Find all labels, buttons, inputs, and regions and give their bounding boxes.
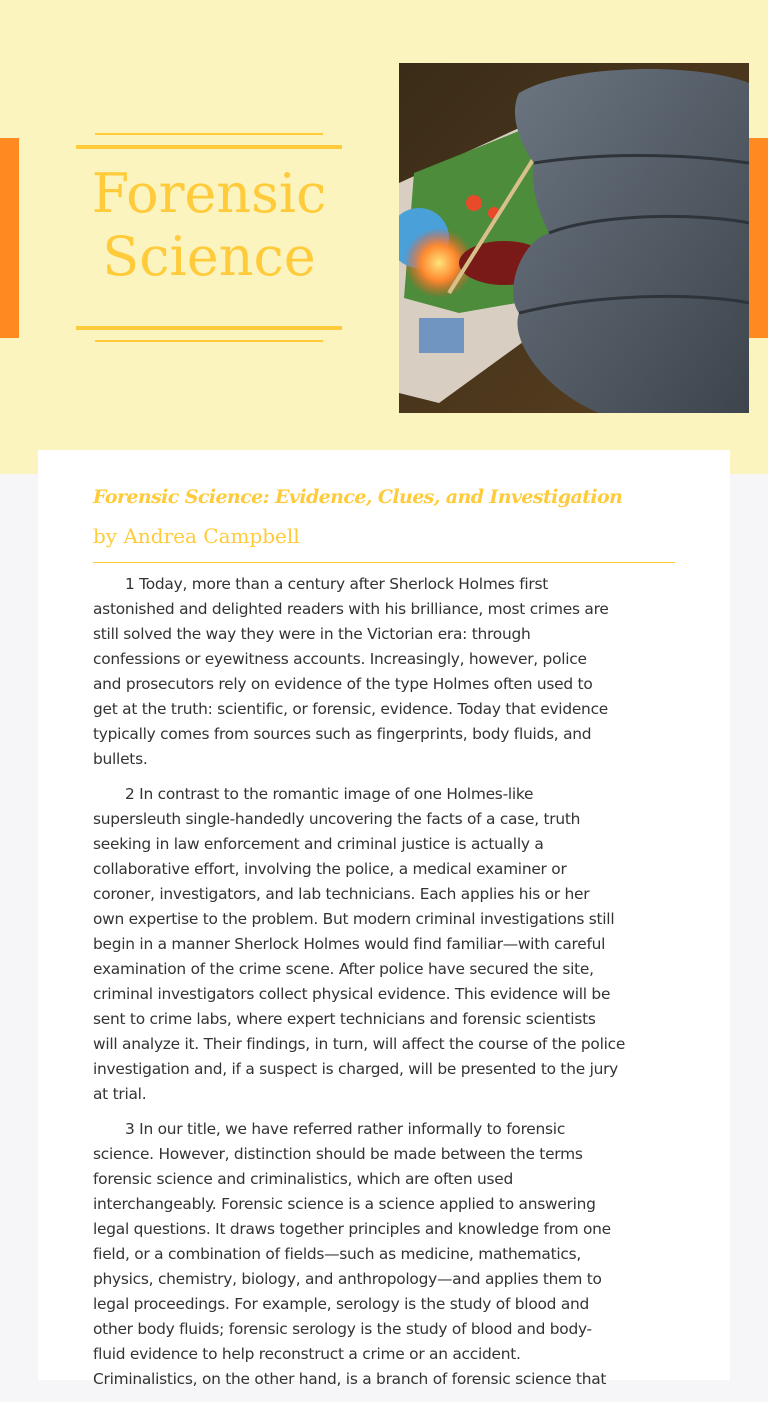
hero-banner <box>0 0 768 474</box>
article-paragraph <box>93 1117 683 1392</box>
paragraph-line: coroner, investigators, and lab technicians. Each applies his or her <box>93 885 590 903</box>
article-byline: by Andrea Campbell <box>93 524 300 548</box>
paragraph-line: legal proceedings. For example, serology is the study of blood and <box>93 1295 590 1313</box>
paragraph-line: 2 In contrast to the romantic image of one Holmes-like <box>125 785 534 803</box>
paragraph-line: legal questions. It draws together principles and knowledge from one <box>93 1220 611 1238</box>
hero-title-line-2: Science <box>102 225 316 289</box>
paragraph-line: criminal investigators collect physical evidence. This evidence will be <box>93 985 611 1003</box>
paragraph-line: astonished and delighted readers with his brilliance, most crimes are <box>93 600 609 618</box>
article-body <box>93 572 683 1402</box>
paragraph-line: forensic science and criminalistics, which are often used <box>93 1170 513 1188</box>
paragraph-line: 3 In our title, we have referred rather informally to forensic <box>125 1120 566 1138</box>
hero-photo <box>399 63 749 413</box>
title-divider <box>93 562 675 563</box>
left-accent-bar <box>0 138 19 338</box>
paragraph-line: 1 Today, more than a century after Sherlock Holmes first <box>125 575 549 593</box>
paragraph-line: still solved the way they were in the Victorian era: through <box>93 625 531 643</box>
paragraph-line: begin in a manner Sherlock Holmes would find familiar—with careful <box>93 935 606 953</box>
paragraph-line: other body fluids; forensic serology is the study of blood and body- <box>93 1320 592 1338</box>
photo-gloved-hand-swab-icon <box>399 63 749 413</box>
paragraph-line: investigation and, if a suspect is charged, will be presented to the jury <box>93 1060 619 1078</box>
paragraph-line: Criminalistics, on the other hand, is a branch of forensic science that <box>93 1370 607 1388</box>
article-title: Forensic Science: Evidence, Clues, and Investigation <box>93 486 623 508</box>
paragraph-line: bullets. <box>93 750 148 768</box>
paragraph-line: field, or a combination of fields—such as medicine, mathematics, <box>93 1245 582 1263</box>
paragraph-line: seeking in law enforcement and criminal justice is actually a <box>93 835 544 853</box>
paragraph-line: interchangeably. Forensic science is a science applied to answering <box>93 1195 596 1213</box>
article-paragraph <box>93 782 683 1107</box>
paragraph-line: sent to crime labs, where expert technicians and forensic scientists <box>93 1010 596 1028</box>
paragraph-line: confessions or eyewitness accounts. Increasingly, however, police <box>93 650 587 668</box>
paragraph-line: own expertise to the problem. But modern criminal investigations still <box>93 910 615 928</box>
paragraph-line: typically comes from sources such as fingerprints, body fluids, and <box>93 725 592 743</box>
title-rule-top-thin <box>95 133 323 135</box>
paragraph-line: get at the truth: scientific, or forensic, evidence. Today that evidence <box>93 700 608 718</box>
right-accent-bar <box>749 138 768 338</box>
paragraph-line: collaborative effort, involving the police, a medical examiner or <box>93 860 567 878</box>
title-rule-top-thick <box>76 145 342 149</box>
title-rule-bottom-thin <box>95 340 323 342</box>
article-paragraph <box>93 572 683 772</box>
article-card <box>38 450 730 1388</box>
paragraph-line: physics, chemistry, biology, and anthropology—and applies them to <box>93 1270 602 1288</box>
title-rule-bottom-thick <box>76 326 342 330</box>
paragraph-line: examination of the crime scene. After police have secured the site, <box>93 960 594 978</box>
paragraph-line: fluid evidence to help reconstruct a crime or an accident. <box>93 1345 521 1363</box>
hero-title-line-1: Forensic <box>91 162 327 225</box>
paragraph-line: supersleuth single-handedly uncovering the facts of a case, truth <box>93 810 581 828</box>
paragraph-line: and prosecutors rely on evidence of the type Holmes often used to <box>93 675 593 693</box>
paragraph-line: will analyze it. Their findings, in turn, will affect the course of the police <box>93 1035 626 1053</box>
paragraph-line: at trial. <box>93 1085 147 1103</box>
hero-title <box>76 162 342 288</box>
paragraph-line: science. However, distinction should be made between the terms <box>93 1145 583 1163</box>
